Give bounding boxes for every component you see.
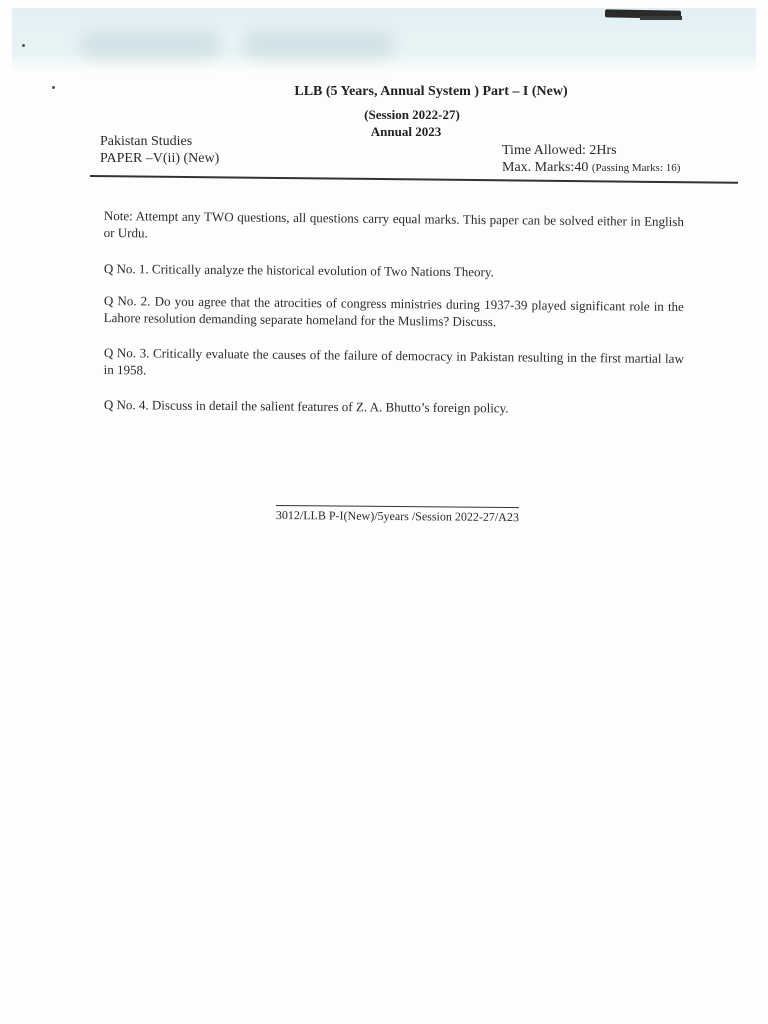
redaction-mark — [640, 16, 682, 20]
max-marks-value: Max. Marks:40 — [502, 160, 592, 175]
header-divider — [90, 175, 738, 184]
scan-smudge — [80, 32, 220, 58]
question-4: Q No. 4. Discuss in detail the salient features of Z. A. Bhutto’s foreign policy. — [103, 396, 509, 416]
max-marks — [502, 160, 680, 176]
exam-title: LLB (5 Years, Annual System ) Part – I (New) — [294, 84, 568, 99]
question-3: Q No. 3. Critically evaluate the causes of the failure of democracy in Pakistan resulting in the first martial law in 1958. — [103, 344, 684, 378]
question-1: Q No. 1. Critically analyze the historical evolution of Two Nations Theory. — [103, 260, 494, 280]
instructions-note: Note: Attempt any TWO questions, all questions carry equal marks. This paper can be solved either in English or Urdu. — [103, 207, 684, 241]
passing-marks: (Passing Marks: 16) — [591, 162, 681, 174]
paper-footer-code: 3012/LLB P-I(New)/5years /Session 2022-27/A23 — [276, 505, 519, 525]
question-2: Q No. 2. Do you agree that the atrocities of congress ministries during 1937-39 played significant role in the Lahore resolution demanding separate homeland for the Muslims? Discuss. — [103, 292, 684, 330]
time-allowed: Time Allowed: 2Hrs — [502, 143, 617, 158]
scan-speck — [22, 44, 25, 47]
scan-smudge — [244, 32, 394, 58]
paper-code: PAPER –V(ii) (New) — [100, 151, 220, 166]
annual-label: Annual 2023 — [370, 124, 442, 139]
session-label: (Session 2022-27) — [364, 107, 460, 122]
subject-name: Pakistan Studies — [100, 134, 193, 149]
